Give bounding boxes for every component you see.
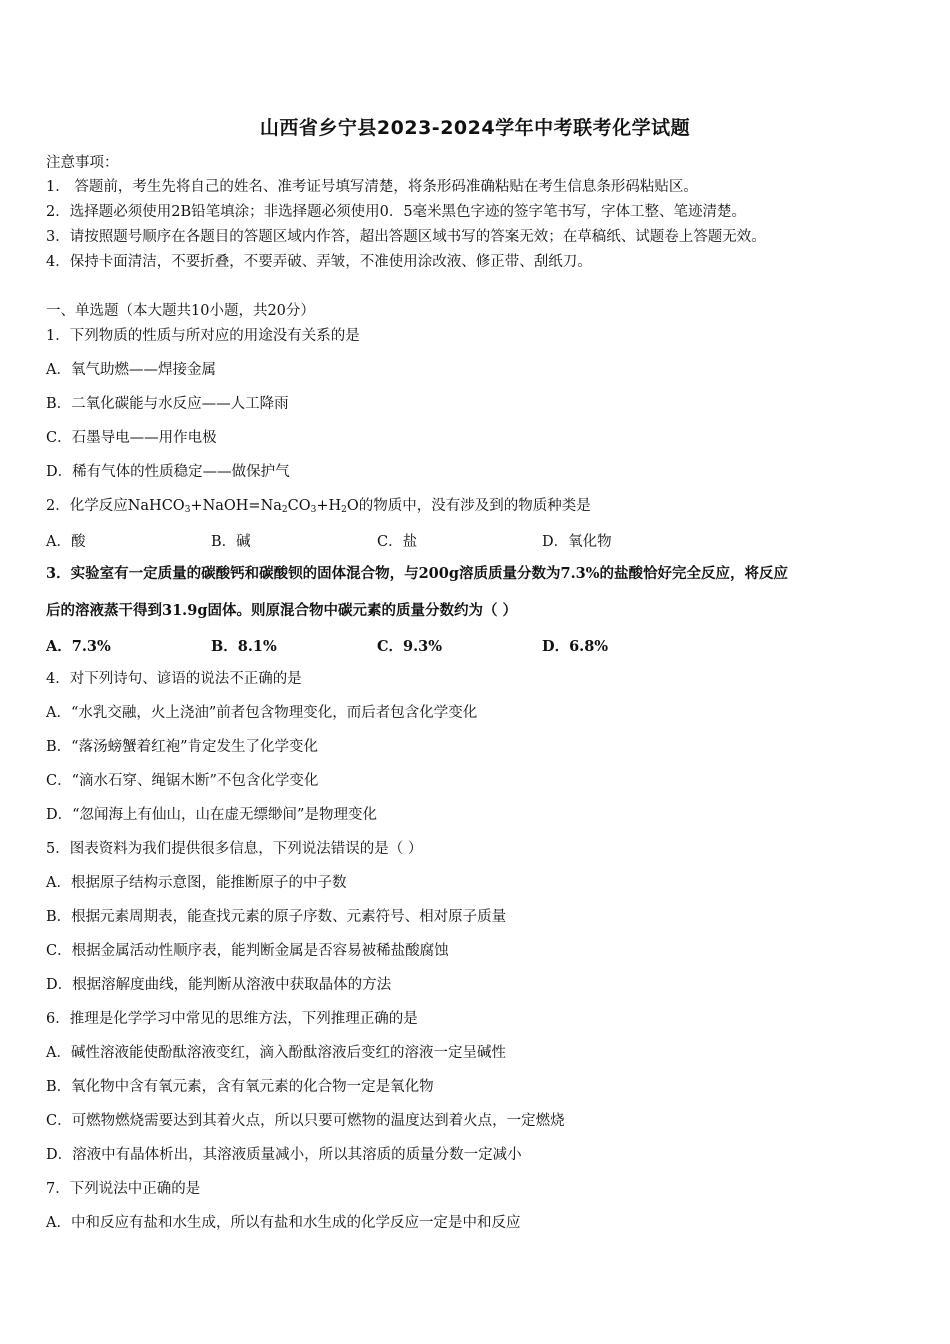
q6-option-b: B．氧化物中含有氧元素，含有氧元素的化合物一定是氧化物 xyxy=(46,1079,434,1095)
q3-stem-line1: 3．实验室有一定质量的碳酸钙和碳酸钡的固体混合物，与200g溶质质量分数为7.3%的盐酸恰好完全反应，将反应 xyxy=(46,565,788,582)
q1-option-c: C．石墨导电——用作电极 xyxy=(46,430,217,446)
q4-option-b: B．“落汤螃蟹着红袍”肯定发生了化学变化 xyxy=(46,739,318,755)
q6-stem: 6．推理是化学学习中常见的思维方法，下列推理正确的是 xyxy=(46,1011,418,1027)
q5-option-d: D．根据溶解度曲线，能判断从溶液中获取晶体的方法 xyxy=(46,977,392,993)
q2-sub: 3 xyxy=(184,505,191,515)
q5-option-a: A．根据原子结构示意图，能推断原子的中子数 xyxy=(46,875,347,891)
q2-sub: 2 xyxy=(281,505,288,515)
page-title: 山西省乡宁县2023-2024学年中考联考化学试题 xyxy=(259,117,691,139)
q1-option-b: B．二氧化碳能与水反应——人工降雨 xyxy=(46,396,289,412)
q1-option-a: A．氧气助燃——焊接金属 xyxy=(46,362,216,378)
q2-stem-part: +H xyxy=(316,498,342,514)
notice-heading: 注意事项： xyxy=(46,155,119,171)
q3-options xyxy=(46,635,746,655)
q2-sub: 2 xyxy=(341,505,347,515)
q4-stem: 4．对下列诗句、谚语的说法不正确的是 xyxy=(46,671,302,687)
q2-option-d: D．氧化物 xyxy=(542,534,612,550)
section-heading: 一、单选题（本大题共10小题，共20分） xyxy=(46,303,315,319)
q7-option-a: A．中和反应有盐和水生成，所以有盐和水生成的化学反应一定是中和反应 xyxy=(46,1215,521,1231)
notice-item-4: 4．保持卡面清洁，不要折叠，不要弄破、弄皱，不准使用涂改液、修正带、刮纸刀。 xyxy=(46,254,592,270)
notice-item-1: 1． 答题前，考生先将自己的姓名、准考证号填写清楚，将条形码准确粘贴在考生信息条形码粘贴区。 xyxy=(46,179,698,195)
q6-option-d: D．溶液中有晶体析出，其溶液质量减小，所以其溶质的质量分数一定减小 xyxy=(46,1147,522,1163)
notice-item-3: 3．请按照题号顺序在各题目的答题区域内作答，超出答题区域书写的答案无效；在草稿纸、试题卷上答题无效。 xyxy=(46,229,766,245)
q2-stem-part: 2．化学反应NaHCO xyxy=(46,498,185,514)
q1-stem: 1．下列物质的性质与所对应的用途没有关系的是 xyxy=(46,328,360,344)
q2-option-a: A．酸 xyxy=(46,534,86,550)
q2-options xyxy=(46,530,746,550)
q5-stem: 5．图表资料为我们提供很多信息，下列说法错误的是（ ） xyxy=(46,841,423,857)
q2-stem-part: CO xyxy=(287,498,311,514)
q2-stem-part: +NaOH=Na xyxy=(190,498,282,514)
q3-option-c: C．9.3% xyxy=(377,638,443,655)
q3-option-b: B．8.1% xyxy=(211,638,277,655)
q3-stem-line2: 后的溶液蒸干得到31.9g固体。则原混合物中碳元素的质量分数约为（ ） xyxy=(46,602,517,619)
q2-stem-part: O的物质中，没有涉及到的物质种类是 xyxy=(346,498,591,514)
notice-item-2: 2．选择题必须使用2B铅笔填涂；非选择题必须使用0．5毫米黑色字迹的签字笔书写，字体工整、笔迹清楚。 xyxy=(46,204,747,220)
q2-sub: 3 xyxy=(310,505,317,515)
q6-option-a: A．碱性溶液能使酚酞溶液变红，滴入酚酞溶液后变红的溶液一定呈碱性 xyxy=(46,1045,506,1061)
q2-option-c: C．盐 xyxy=(377,534,418,550)
q2-stem xyxy=(46,496,591,520)
q4-option-a: A．“水乳交融，火上浇油”前者包含物理变化，而后者包含化学变化 xyxy=(46,705,478,721)
q7-stem: 7．下列说法中正确的是 xyxy=(46,1181,201,1197)
q6-option-c: C．可燃物燃烧需要达到其着火点，所以只要可燃物的温度达到着火点，一定燃烧 xyxy=(46,1113,565,1129)
q3-option-a: A．7.3% xyxy=(46,638,111,655)
q4-option-d: D．“忽闻海上有仙山，山在虚无缥缈间”是物理变化 xyxy=(46,807,377,823)
q5-option-b: B．根据元素周期表，能查找元素的原子序数、元素符号、相对原子质量 xyxy=(46,909,507,925)
q4-option-c: C．“滴水石穿、绳锯木断”不包含化学变化 xyxy=(46,773,319,789)
q2-option-b: B．碱 xyxy=(211,534,251,550)
q3-option-d: D．6.8% xyxy=(542,638,609,655)
q5-option-c: C．根据金属活动性顺序表，能判断金属是否容易被稀盐酸腐蚀 xyxy=(46,943,449,959)
q1-option-d: D．稀有气体的性质稳定——做保护气 xyxy=(46,464,290,480)
